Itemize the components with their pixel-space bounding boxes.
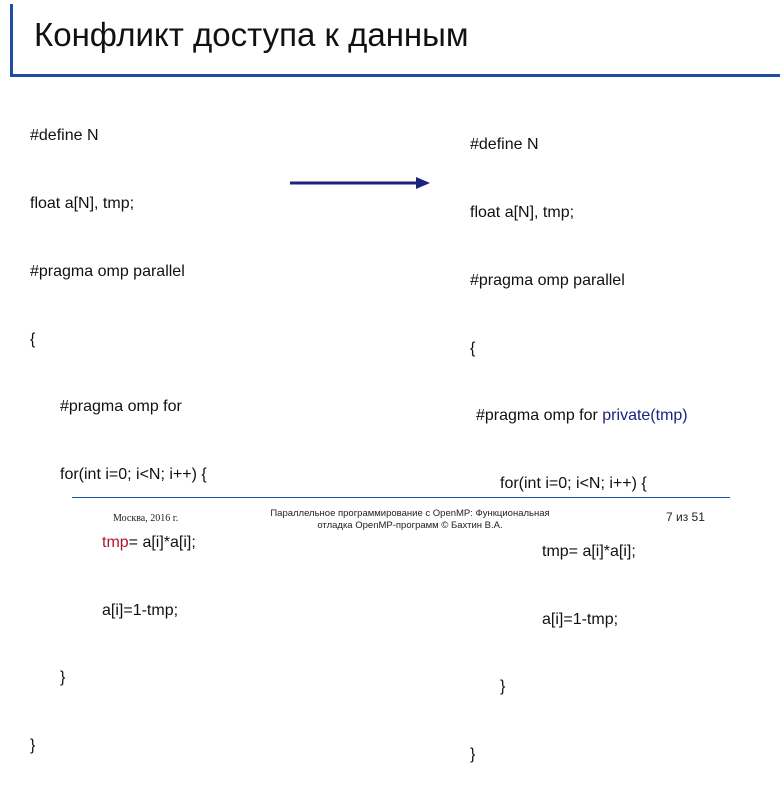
code-text: a[i]=1-tmp; <box>542 610 619 628</box>
code-text: tmp= a[i]*a[i]; <box>542 542 636 560</box>
title-underline <box>10 74 780 77</box>
slide-title: Конфликт доступа к данным <box>34 16 469 53</box>
code-line <box>30 464 207 487</box>
code-line <box>30 667 207 690</box>
code-line <box>470 609 688 632</box>
code-line: { <box>30 330 36 348</box>
code-text: } <box>500 678 506 696</box>
code-block-before <box>30 80 207 803</box>
code-line <box>470 473 688 496</box>
code-text: } <box>60 669 66 687</box>
code-line: } <box>30 737 36 755</box>
code-line <box>470 405 688 428</box>
code-block-after <box>470 89 688 812</box>
conflict-variable: tmp <box>102 533 129 551</box>
footer-course-line: Параллельное программирование с OpenMP: Функциональная <box>270 508 550 519</box>
code-line <box>30 532 207 555</box>
code-line <box>30 396 207 419</box>
title-accent-bar <box>10 4 13 76</box>
code-line: { <box>470 339 476 357</box>
page-number: 7 из 51 <box>666 510 705 524</box>
code-line <box>30 600 207 623</box>
code-line <box>470 676 688 699</box>
code-line: #define N <box>30 127 99 145</box>
right-arrow-icon <box>290 176 430 190</box>
footer-date: Москва, 2016 г. <box>113 513 179 524</box>
code-line <box>470 541 688 564</box>
code-text: for(int i=0; i<N; i++) { <box>60 466 207 484</box>
code-line: float a[N], tmp; <box>470 203 575 221</box>
code-text: #pragma omp for <box>60 398 182 416</box>
code-text: a[i]=1-tmp; <box>102 601 179 619</box>
code-line: } <box>470 746 476 764</box>
code-text: = a[i]*a[i]; <box>128 533 196 551</box>
footer-course-title <box>240 508 580 532</box>
code-text: for(int i=0; i<N; i++) { <box>500 475 647 493</box>
footer-course-line: отладка OpenMP-программ © Бахтин В.А. <box>317 520 503 531</box>
footer-divider <box>72 497 730 498</box>
code-line: float a[N], tmp; <box>30 194 135 212</box>
code-text: #pragma omp for <box>476 407 603 425</box>
private-clause: private(tmp) <box>602 407 688 425</box>
code-line: #pragma omp parallel <box>30 262 185 280</box>
code-line: #define N <box>470 136 539 154</box>
code-line: #pragma omp parallel <box>470 271 625 289</box>
